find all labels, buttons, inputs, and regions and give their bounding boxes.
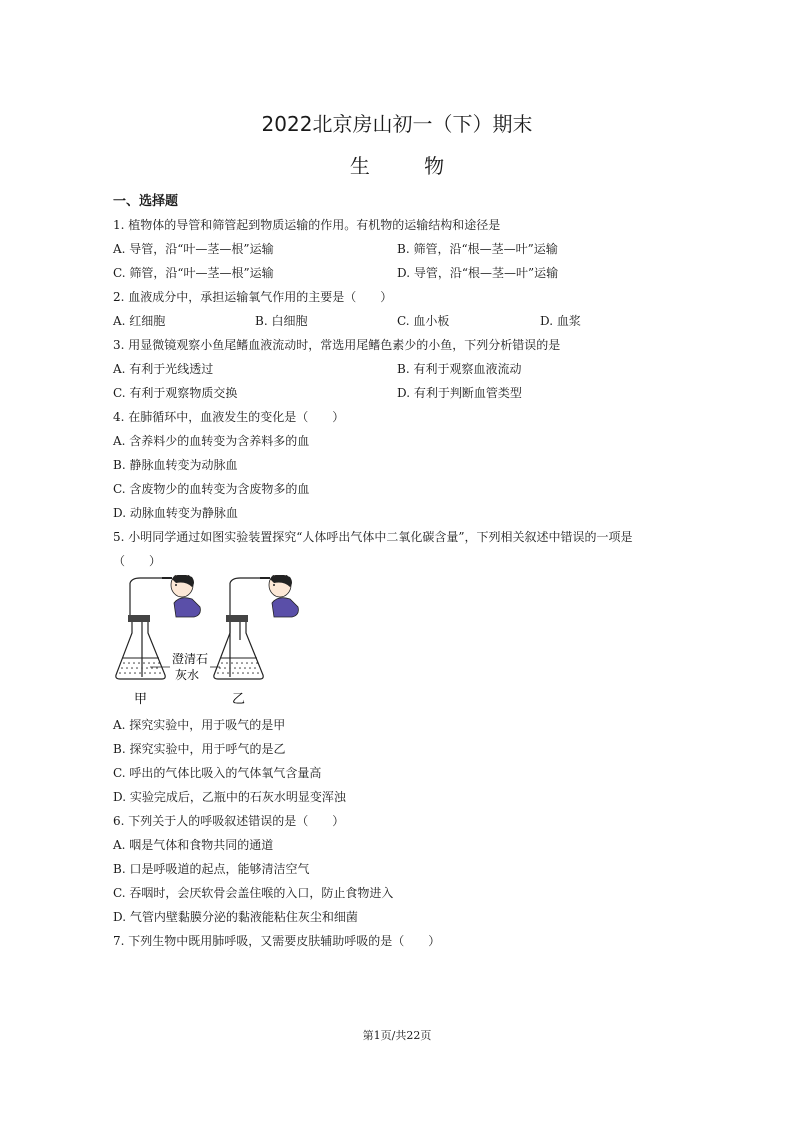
label-water-line-1: 澄清石 xyxy=(172,652,209,666)
q2-option-c: C. 血小板 xyxy=(397,314,450,328)
label-water-line-2: 灰水 xyxy=(175,668,200,682)
person-2-illustration xyxy=(260,575,298,617)
flask-jia xyxy=(116,578,165,679)
q2-stem: 2. 血液成分中，承担运输氧气作用的主要是（ ） xyxy=(113,290,393,304)
section-heading: 一、选择题 xyxy=(113,194,179,209)
q2-option-a: A. 红细胞 xyxy=(113,314,166,328)
label-jia: 甲 xyxy=(134,692,148,707)
q4-option-d: D. 动脉血转变为静脉血 xyxy=(113,506,238,520)
q5-stem-continued: （ ） xyxy=(113,554,162,568)
q5-stem: 5. 小明同学通过如图实验装置探究“人体呼出气体中二氧化碳含量”，下列相关叙述中错误的一项是 xyxy=(113,530,633,544)
q4-option-c: C. 含废物少的血转变为含废物多的血 xyxy=(113,482,310,496)
q4-option-a: A. 含养料少的血转变为含养料多的血 xyxy=(113,434,310,448)
q6-stem: 6. 下列关于人的呼吸叙述错误的是（ ） xyxy=(113,814,345,828)
q3-option-b: B. 有利于观察血液流动 xyxy=(397,362,522,376)
q3-option-c: C. 有利于观察物质交换 xyxy=(113,386,238,400)
person-1-illustration xyxy=(162,575,200,617)
q3-option-a: A. 有利于光线透过 xyxy=(113,362,214,376)
q1-option-d: D. 导管，沿“根—茎—叶”运输 xyxy=(397,266,559,280)
q6-option-a: A. 咽是气体和食物共同的通道 xyxy=(113,838,274,852)
q1-option-b: B. 筛管，沿“根—茎—叶”运输 xyxy=(397,242,558,256)
q6-option-c: C. 吞咽时，会厌软骨会盖住喉的入口，防止食物进入 xyxy=(113,886,394,900)
q5-option-a: A. 探究实验中，用于吸气的是甲 xyxy=(113,718,286,732)
experiment-figure xyxy=(110,575,310,710)
q3-stem: 3. 用显微镜观察小鱼尾鳍血液流动时，常选用尾鳍色素少的小鱼，下列分析错误的是 xyxy=(113,338,561,352)
q7-stem: 7. 下列生物中既用肺呼吸，又需要皮肤辅助呼吸的是（ ） xyxy=(113,934,441,948)
flask-yi xyxy=(214,578,263,679)
q3-option-d: D. 有利于判断血管类型 xyxy=(397,386,522,400)
q1-stem: 1. 植物体的导管和筛管起到物质运输的作用。有机物的运输结构和途径是 xyxy=(113,218,501,232)
subject-char-1: 生 xyxy=(349,154,370,178)
label-yi: 乙 xyxy=(232,692,246,707)
page-title: 2022北京房山初一（下）期末 xyxy=(261,112,533,136)
q6-option-d: D. 气管内壁黏膜分泌的黏液能粘住灰尘和细菌 xyxy=(113,910,358,924)
page-number: 第1页/共22页 xyxy=(362,1029,432,1042)
q5-option-c: C. 呼出的气体比吸入的气体氧气含量高 xyxy=(113,766,322,780)
q1-option-c: C. 筛管，沿“叶—茎—根”运输 xyxy=(113,266,274,280)
q5-option-d: D. 实验完成后，乙瓶中的石灰水明显变浑浊 xyxy=(113,790,346,804)
q4-stem: 4. 在肺循环中，血液发生的变化是（ ） xyxy=(113,410,345,424)
q1-option-a: A. 导管，沿“叶—茎—根”运输 xyxy=(113,242,274,256)
subject-char-2: 物 xyxy=(424,154,445,178)
q6-option-b: B. 口是呼吸道的起点，能够清洁空气 xyxy=(113,862,310,876)
q2-option-b: B. 白细胞 xyxy=(255,314,308,328)
subject-title xyxy=(0,150,794,179)
q5-option-b: B. 探究实验中，用于呼气的是乙 xyxy=(113,742,286,756)
q2-option-d: D. 血浆 xyxy=(540,314,581,328)
q4-option-b: B. 静脉血转变为动脉血 xyxy=(113,458,238,472)
